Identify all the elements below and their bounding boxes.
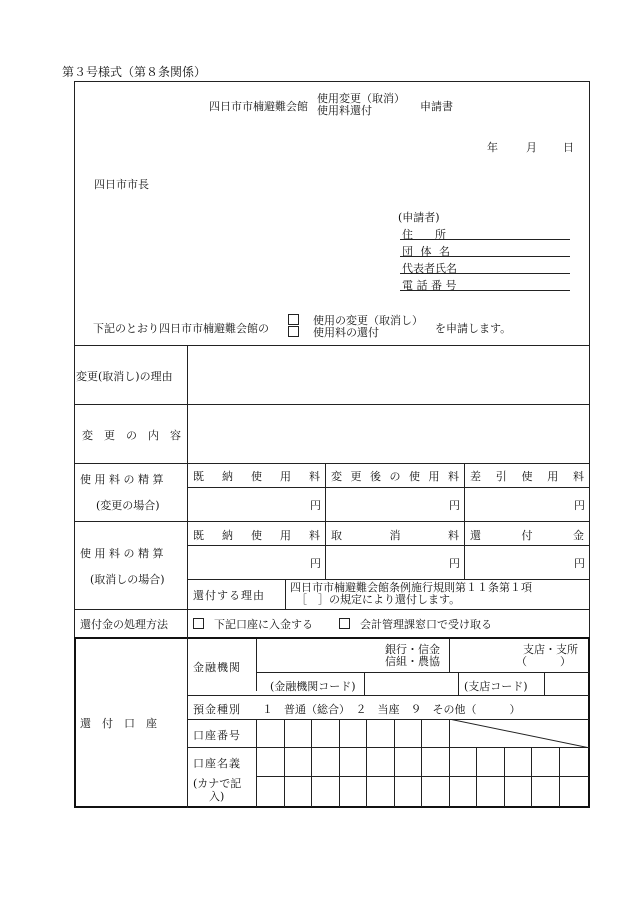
account-label: 還 付 口 座	[80, 717, 157, 730]
refund-reason-line1: 四日市市楠避難会館条例施行規則第１１条第１項	[290, 581, 532, 594]
fee-change-col1: 既納使用料	[193, 470, 320, 483]
refund-opt2-checkbox[interactable]	[339, 618, 350, 629]
kana-label1: (カナで記	[193, 777, 242, 790]
refund-reason-line2: ［ ］の規定により還付します。	[296, 593, 461, 606]
kana-label2: 入)	[209, 790, 225, 803]
title-prefix: 四日市市楠避難会館	[209, 100, 308, 113]
refund-opt2[interactable]: 会計管理課窓口で受け取る	[339, 616, 492, 632]
date-month: 月	[526, 141, 537, 154]
refund-method-label: 還付金の処理方法	[80, 618, 168, 631]
fee-cancel-unit3: 円	[574, 557, 585, 570]
fee-cancel-label: 使 用 料 の 精 算	[80, 547, 164, 560]
reason-label: 変更(取消し)の理由	[76, 370, 173, 383]
option2-checkbox[interactable]	[288, 326, 299, 337]
account-name-label: 口座名義	[193, 757, 241, 770]
fee-change-sub: (変更の場合)	[96, 499, 160, 512]
account-number-label: 口座番号	[193, 729, 241, 742]
date-year: 年	[487, 141, 498, 154]
fee-change-unit1: 円	[310, 499, 321, 512]
bank-label: 金融機関	[193, 661, 241, 674]
applicant-rep-label: 代表者氏名	[402, 262, 457, 275]
branch-types1: 支店・支所	[523, 643, 578, 656]
addressee: 四日市市長	[94, 178, 149, 191]
bank-code-label: (金融機関コード)	[270, 680, 356, 693]
title-suffix: 申請書	[420, 100, 453, 113]
address-underline	[400, 239, 570, 240]
fee-cancel-col3: 還付金	[470, 529, 584, 542]
fee-change-col3: 差引使用料	[470, 470, 584, 483]
applicant-group-label: 団 体 名	[402, 245, 452, 258]
applicant-address-label: 住 所	[402, 228, 446, 241]
fee-cancel-unit1: 円	[310, 557, 321, 570]
statement-option2[interactable]: 使用料の還付	[288, 326, 379, 339]
branch-paren: （ ）	[516, 655, 571, 668]
fee-change-label: 使 用 料 の 精 算	[80, 473, 164, 486]
statement-lead: 下記のとおり四日市市楠避難会館の	[93, 322, 269, 335]
fee-cancel-unit2: 円	[449, 557, 460, 570]
fee-cancel-col2: 取消料	[331, 529, 459, 542]
statement-tail: を申請します。	[435, 322, 512, 335]
fee-change-unit2: 円	[449, 499, 460, 512]
content-label: 変 更 の 内 容	[82, 429, 181, 442]
date-day: 日	[563, 141, 574, 154]
applicant-heading: (申請者)	[398, 211, 440, 224]
phone-underline	[400, 290, 570, 291]
deposit-options[interactable]: １ 普通（総合） ２ 当座 ９ その他（ ）	[262, 703, 521, 716]
fee-cancel-sub: (取消しの場合)	[90, 573, 165, 586]
bank-types2: 信組・農協	[385, 655, 440, 668]
statement-option1[interactable]: 使用の変更（取消し）	[288, 314, 423, 327]
fee-change-col2: 変更後の使用料	[331, 470, 459, 483]
fee-cancel-col1: 既納使用料	[193, 529, 320, 542]
branch-code-label: (支店コード)	[464, 680, 528, 693]
option1-checkbox[interactable]	[288, 314, 299, 325]
diagonal-strike	[449, 719, 590, 748]
fee-change-unit3: 円	[574, 499, 585, 512]
refund-reason-label: 還付する理由	[193, 589, 265, 602]
title-change-cancel: 使用変更（取消）	[317, 92, 405, 105]
applicant-phone-label: 電 話 番 号	[402, 279, 457, 292]
refund-opt1[interactable]: 下記口座に入金する	[193, 616, 313, 632]
group-underline	[400, 256, 570, 257]
title-refund: 使用料還付	[317, 104, 372, 117]
rep-underline	[400, 273, 570, 274]
bank-types1: 銀行・信金	[385, 643, 440, 656]
form-number: 第３号様式（第８条関係）	[62, 65, 207, 79]
deposit-label: 預金種別	[193, 703, 241, 716]
refund-opt1-checkbox[interactable]	[193, 618, 204, 629]
